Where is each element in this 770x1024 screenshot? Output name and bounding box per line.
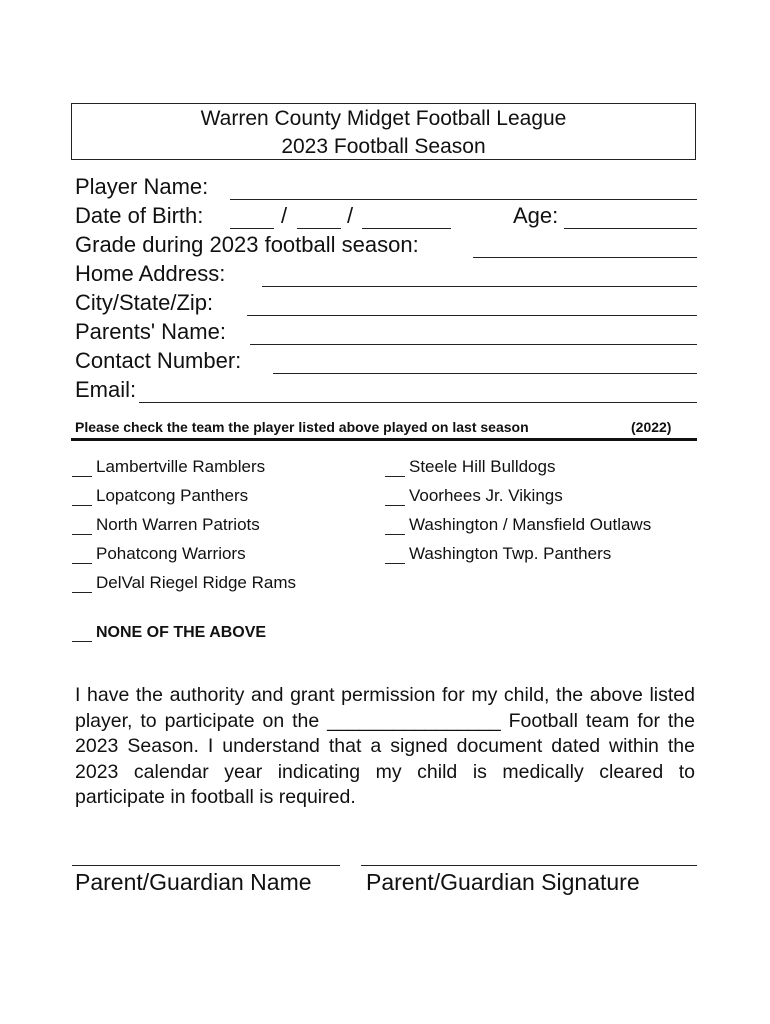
dob-separator: / xyxy=(281,203,288,228)
checkbox-blank[interactable] xyxy=(385,485,405,506)
checkbox-blank[interactable] xyxy=(72,572,92,593)
email-field[interactable] xyxy=(139,402,697,403)
age-label: Age: xyxy=(513,203,559,228)
grade-field[interactable] xyxy=(473,257,697,258)
team-checkbox-steele-hill-bulldogs[interactable] xyxy=(385,456,555,477)
team-section-year: (2022) xyxy=(631,419,672,435)
checkbox-blank[interactable] xyxy=(72,456,92,477)
team-label: North Warren Patriots xyxy=(96,515,260,534)
city-state-zip-field[interactable] xyxy=(247,315,697,316)
guardian-name-label: Parent/Guardian Name xyxy=(75,869,312,895)
team-label: Washington Twp. Panthers xyxy=(409,544,612,563)
form-title-box xyxy=(71,103,696,160)
guardian-signature-field[interactable] xyxy=(361,865,697,866)
guardian-signature-label: Parent/Guardian Signature xyxy=(366,869,640,895)
team-label: Pohatcong Warriors xyxy=(96,544,246,563)
team-label: Lopatcong Panthers xyxy=(96,486,249,505)
parents-name-field[interactable] xyxy=(250,344,697,345)
team-checkbox-north-warren-patriots[interactable] xyxy=(72,514,260,535)
dob-month-field[interactable] xyxy=(230,228,274,229)
team-label: Washington / Mansfield Outlaws xyxy=(409,515,652,534)
checkbox-blank[interactable] xyxy=(385,456,405,477)
team-checkbox-delval-riegel-ridge-rams[interactable] xyxy=(72,572,296,593)
checkbox-blank[interactable] xyxy=(385,514,405,535)
permission-statement: I have the authority and grant permission for my child, the above listed player, to participate on the ________________ Football team for the 2023 Season. I understand that a signed document dated within the 2023 calendar year indicating my child is medically cleared to participate in football is required. xyxy=(75,684,695,808)
checkbox-blank[interactable] xyxy=(385,543,405,564)
season-title: 2023 Football Season xyxy=(281,135,486,158)
team-label: Voorhees Jr. Vikings xyxy=(409,486,563,505)
team-label: Steele Hill Bulldogs xyxy=(409,457,556,476)
team-checkbox-lopatcong-panthers[interactable] xyxy=(72,485,248,506)
contact-number-label: Contact Number: xyxy=(75,348,242,373)
dob-label: Date of Birth: xyxy=(75,203,204,228)
team-checkbox-pohatcong-warriors[interactable] xyxy=(72,543,246,564)
team-section-heading: Please check the team the player listed above played on last season xyxy=(75,419,529,435)
team-checkbox-lambertville-ramblers[interactable] xyxy=(72,456,265,477)
age-field[interactable] xyxy=(564,228,697,229)
city-state-zip-label: City/State/Zip: xyxy=(75,290,214,315)
checkbox-blank[interactable] xyxy=(72,485,92,506)
league-title: Warren County Midget Football League xyxy=(200,107,567,130)
checkbox-blank[interactable] xyxy=(72,514,92,535)
none-of-the-above-option[interactable] xyxy=(72,622,266,642)
home-address-label: Home Address: xyxy=(75,261,226,286)
guardian-name-field[interactable] xyxy=(72,865,340,866)
player-name-label: Player Name: xyxy=(75,174,209,199)
team-label: DelVal Riegel Ridge Rams xyxy=(96,573,296,592)
checkbox-blank[interactable] xyxy=(72,622,92,642)
player-name-field[interactable] xyxy=(230,199,697,200)
dob-day-field[interactable] xyxy=(297,228,341,229)
team-checkbox-washington-twp-panthers[interactable] xyxy=(385,543,611,564)
team-label: Lambertville Ramblers xyxy=(96,457,266,476)
dob-separator: / xyxy=(347,203,354,228)
section-divider xyxy=(71,438,697,441)
grade-label: Grade during 2023 football season: xyxy=(75,232,419,257)
team-checkbox-voorhees-jr-vikings[interactable] xyxy=(385,485,563,506)
contact-number-field[interactable] xyxy=(273,373,697,374)
email-label: Email: xyxy=(75,377,137,402)
dob-year-field[interactable] xyxy=(362,228,451,229)
parents-name-label: Parents' Name: xyxy=(75,319,226,344)
team-checkbox-washington-mansfield-outlaws[interactable] xyxy=(385,514,651,535)
home-address-field[interactable] xyxy=(262,286,697,287)
none-of-the-above-label: NONE OF THE ABOVE xyxy=(96,624,267,641)
checkbox-blank[interactable] xyxy=(72,543,92,564)
